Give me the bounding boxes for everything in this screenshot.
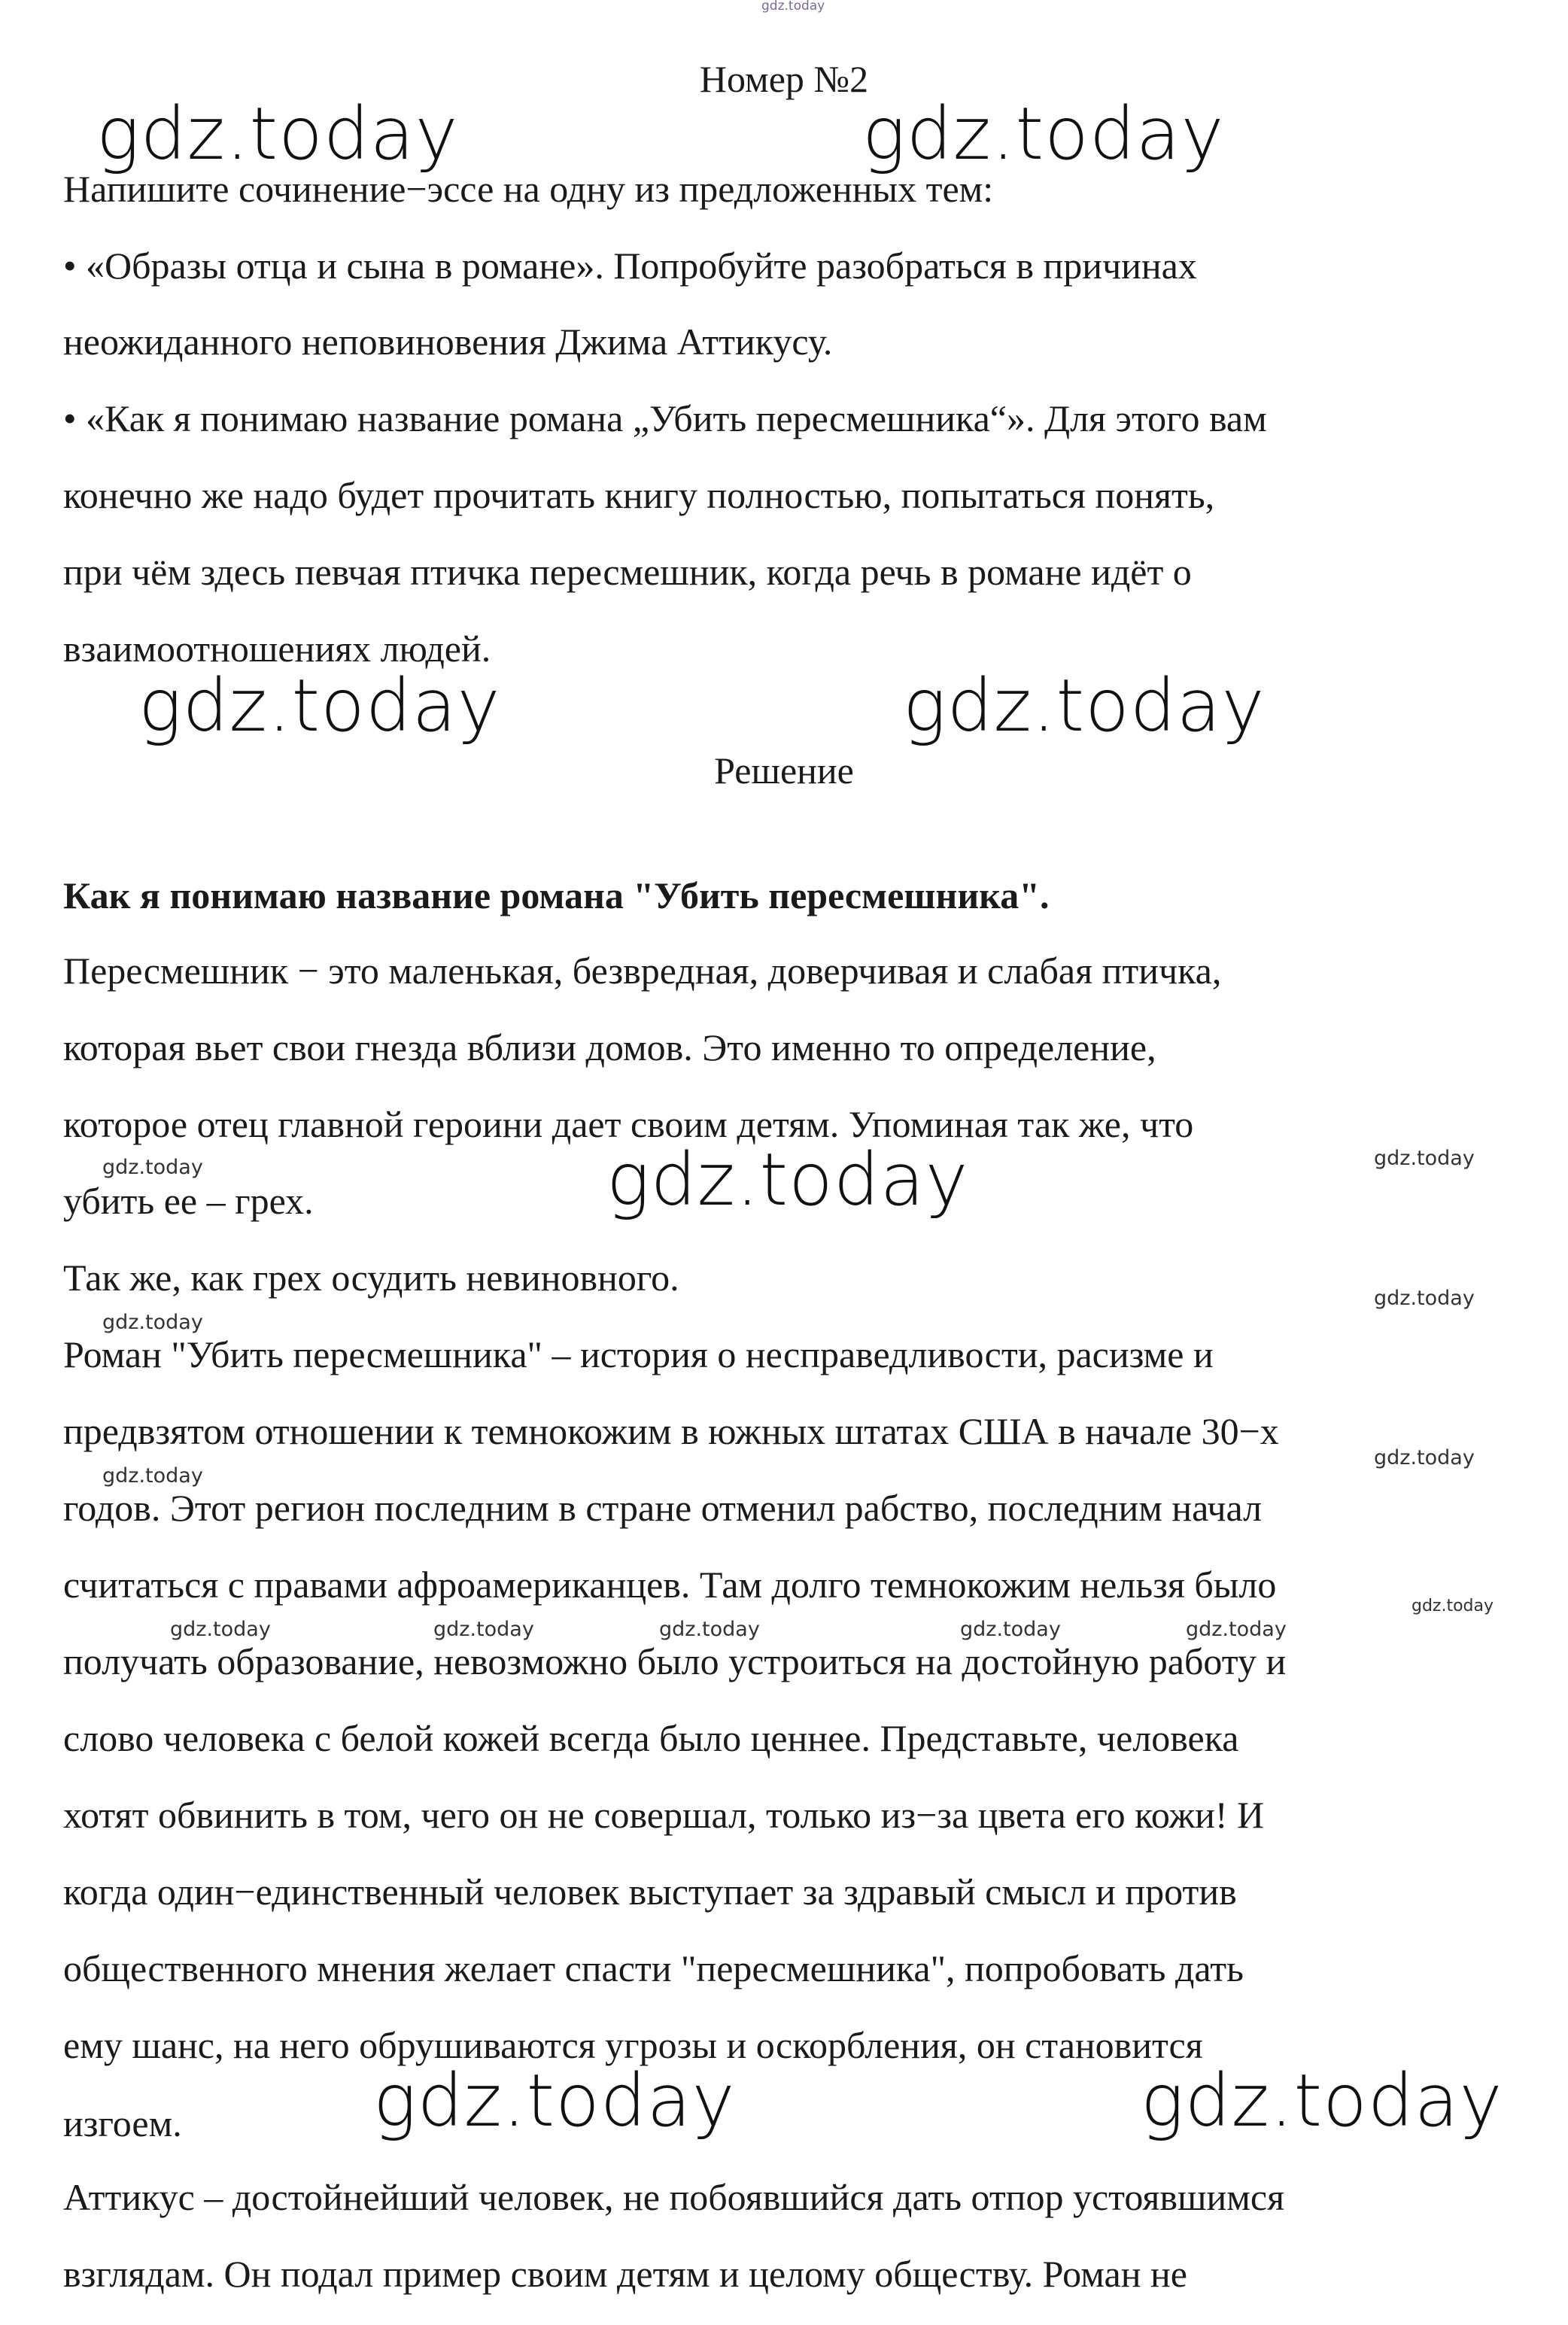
solution-line: изгоем. <box>63 2102 182 2144</box>
watermark: gdz.today <box>96 92 459 176</box>
task-line: при чём здесь певчая птичка пересмешник, когда речь в романе идёт о <box>63 551 1192 593</box>
watermark: gdz.today <box>903 664 1266 748</box>
watermark: gdz.today <box>170 1618 271 1641</box>
watermark: gdz.today <box>102 1156 203 1179</box>
solution-line: общественного мнения желает спасти "пересмешника", попробовать дать <box>63 1947 1244 1989</box>
task-line: • «Как я понимаю название романа „Убить пересмешника“». Для этого вам <box>63 397 1267 439</box>
solution-line: Так же, как грех осудить невиновного. <box>63 1257 679 1299</box>
solution-line: Пересмешник − это маленькая, безвредная, доверчивая и слабая птичка, <box>63 950 1222 992</box>
solution-line: ему шанс, на него обрушиваются угрозы и оскорбления, он становится <box>63 2024 1203 2066</box>
watermark: gdz.today <box>138 664 501 748</box>
watermark: gdz.today <box>1186 1618 1287 1641</box>
solution-line: годов. Этот регион последним в стране отменил рабство, последним начал <box>63 1487 1263 1529</box>
solution-line: убить ее – грех. <box>63 1180 314 1222</box>
task-line: • «Образы отца и сына в романе». Попробуйте разобраться в причинах <box>63 245 1197 287</box>
solution-line: взглядам. Он подал пример своим детям и целому обществу. Роман не <box>63 2253 1187 2295</box>
solution-line: хотят обвинить в том, чего он не совершал, только из−за цвета его кожи! И <box>63 1794 1265 1836</box>
solution-line: считаться с правами афроамериканцев. Там долго темнокожим нельзя было <box>63 1564 1277 1606</box>
solution-line: получать образование, невозможно было устроиться на достойную работу и <box>63 1640 1287 1682</box>
solution-line: предвзятом отношении к темнокожим в южных штатах США в начале 30−х <box>63 1410 1279 1452</box>
solution-line: Аттикус – достойнейший человек, не побоявшийся дать отпор устоявшимся <box>63 2176 1285 2218</box>
task-title: Номер №2 <box>699 58 869 100</box>
solution-line: когда один−единственный человек выступает за здравый смысл и против <box>63 1871 1237 1913</box>
watermark: gdz.today <box>1374 1287 1475 1310</box>
watermark: gdz.today <box>373 2059 736 2143</box>
solution-line: Роман "Убить пересмешника" – история о несправедливости, расизме и <box>63 1333 1214 1375</box>
watermark: gdz.today <box>102 1464 203 1488</box>
watermark: gdz.today <box>862 92 1225 176</box>
task-line: неожиданного неповиновения Джима Аттикусу. <box>63 321 833 363</box>
solution-label: Решение <box>714 749 854 792</box>
solution-line: которая вьет свои гнезда вблизи домов. Это именно то определение, <box>63 1026 1156 1068</box>
solution-line: слово человека с белой кожей всегда было ценнее. Представьте, человека <box>63 1717 1239 1759</box>
solution-line: которое отец главной героини дает своим детям. Упоминая так же, что <box>63 1103 1194 1145</box>
watermark: gdz.today <box>433 1618 534 1641</box>
watermark: gdz.today <box>1412 1597 1494 1615</box>
task-line: конечно же надо будет прочитать книгу полностью, попытаться понять, <box>63 474 1215 516</box>
task-line: Напишите сочинение−эссе на одну из предложенных тем: <box>63 168 994 210</box>
watermark: gdz.today <box>102 1311 203 1334</box>
task-line: взаимоотношениях людей. <box>63 628 491 670</box>
watermark: gdz.today <box>960 1618 1061 1641</box>
solution-heading: Как я понимаю название романа "Убить пересмешника". <box>63 874 1050 916</box>
top-watermark: gdz.today <box>761 0 825 14</box>
watermark: gdz.today <box>1374 1446 1475 1469</box>
watermark: gdz.today <box>606 1138 969 1222</box>
watermark: gdz.today <box>1374 1147 1475 1170</box>
watermark: gdz.today <box>659 1618 760 1641</box>
watermark: gdz.today <box>1141 2059 1503 2143</box>
